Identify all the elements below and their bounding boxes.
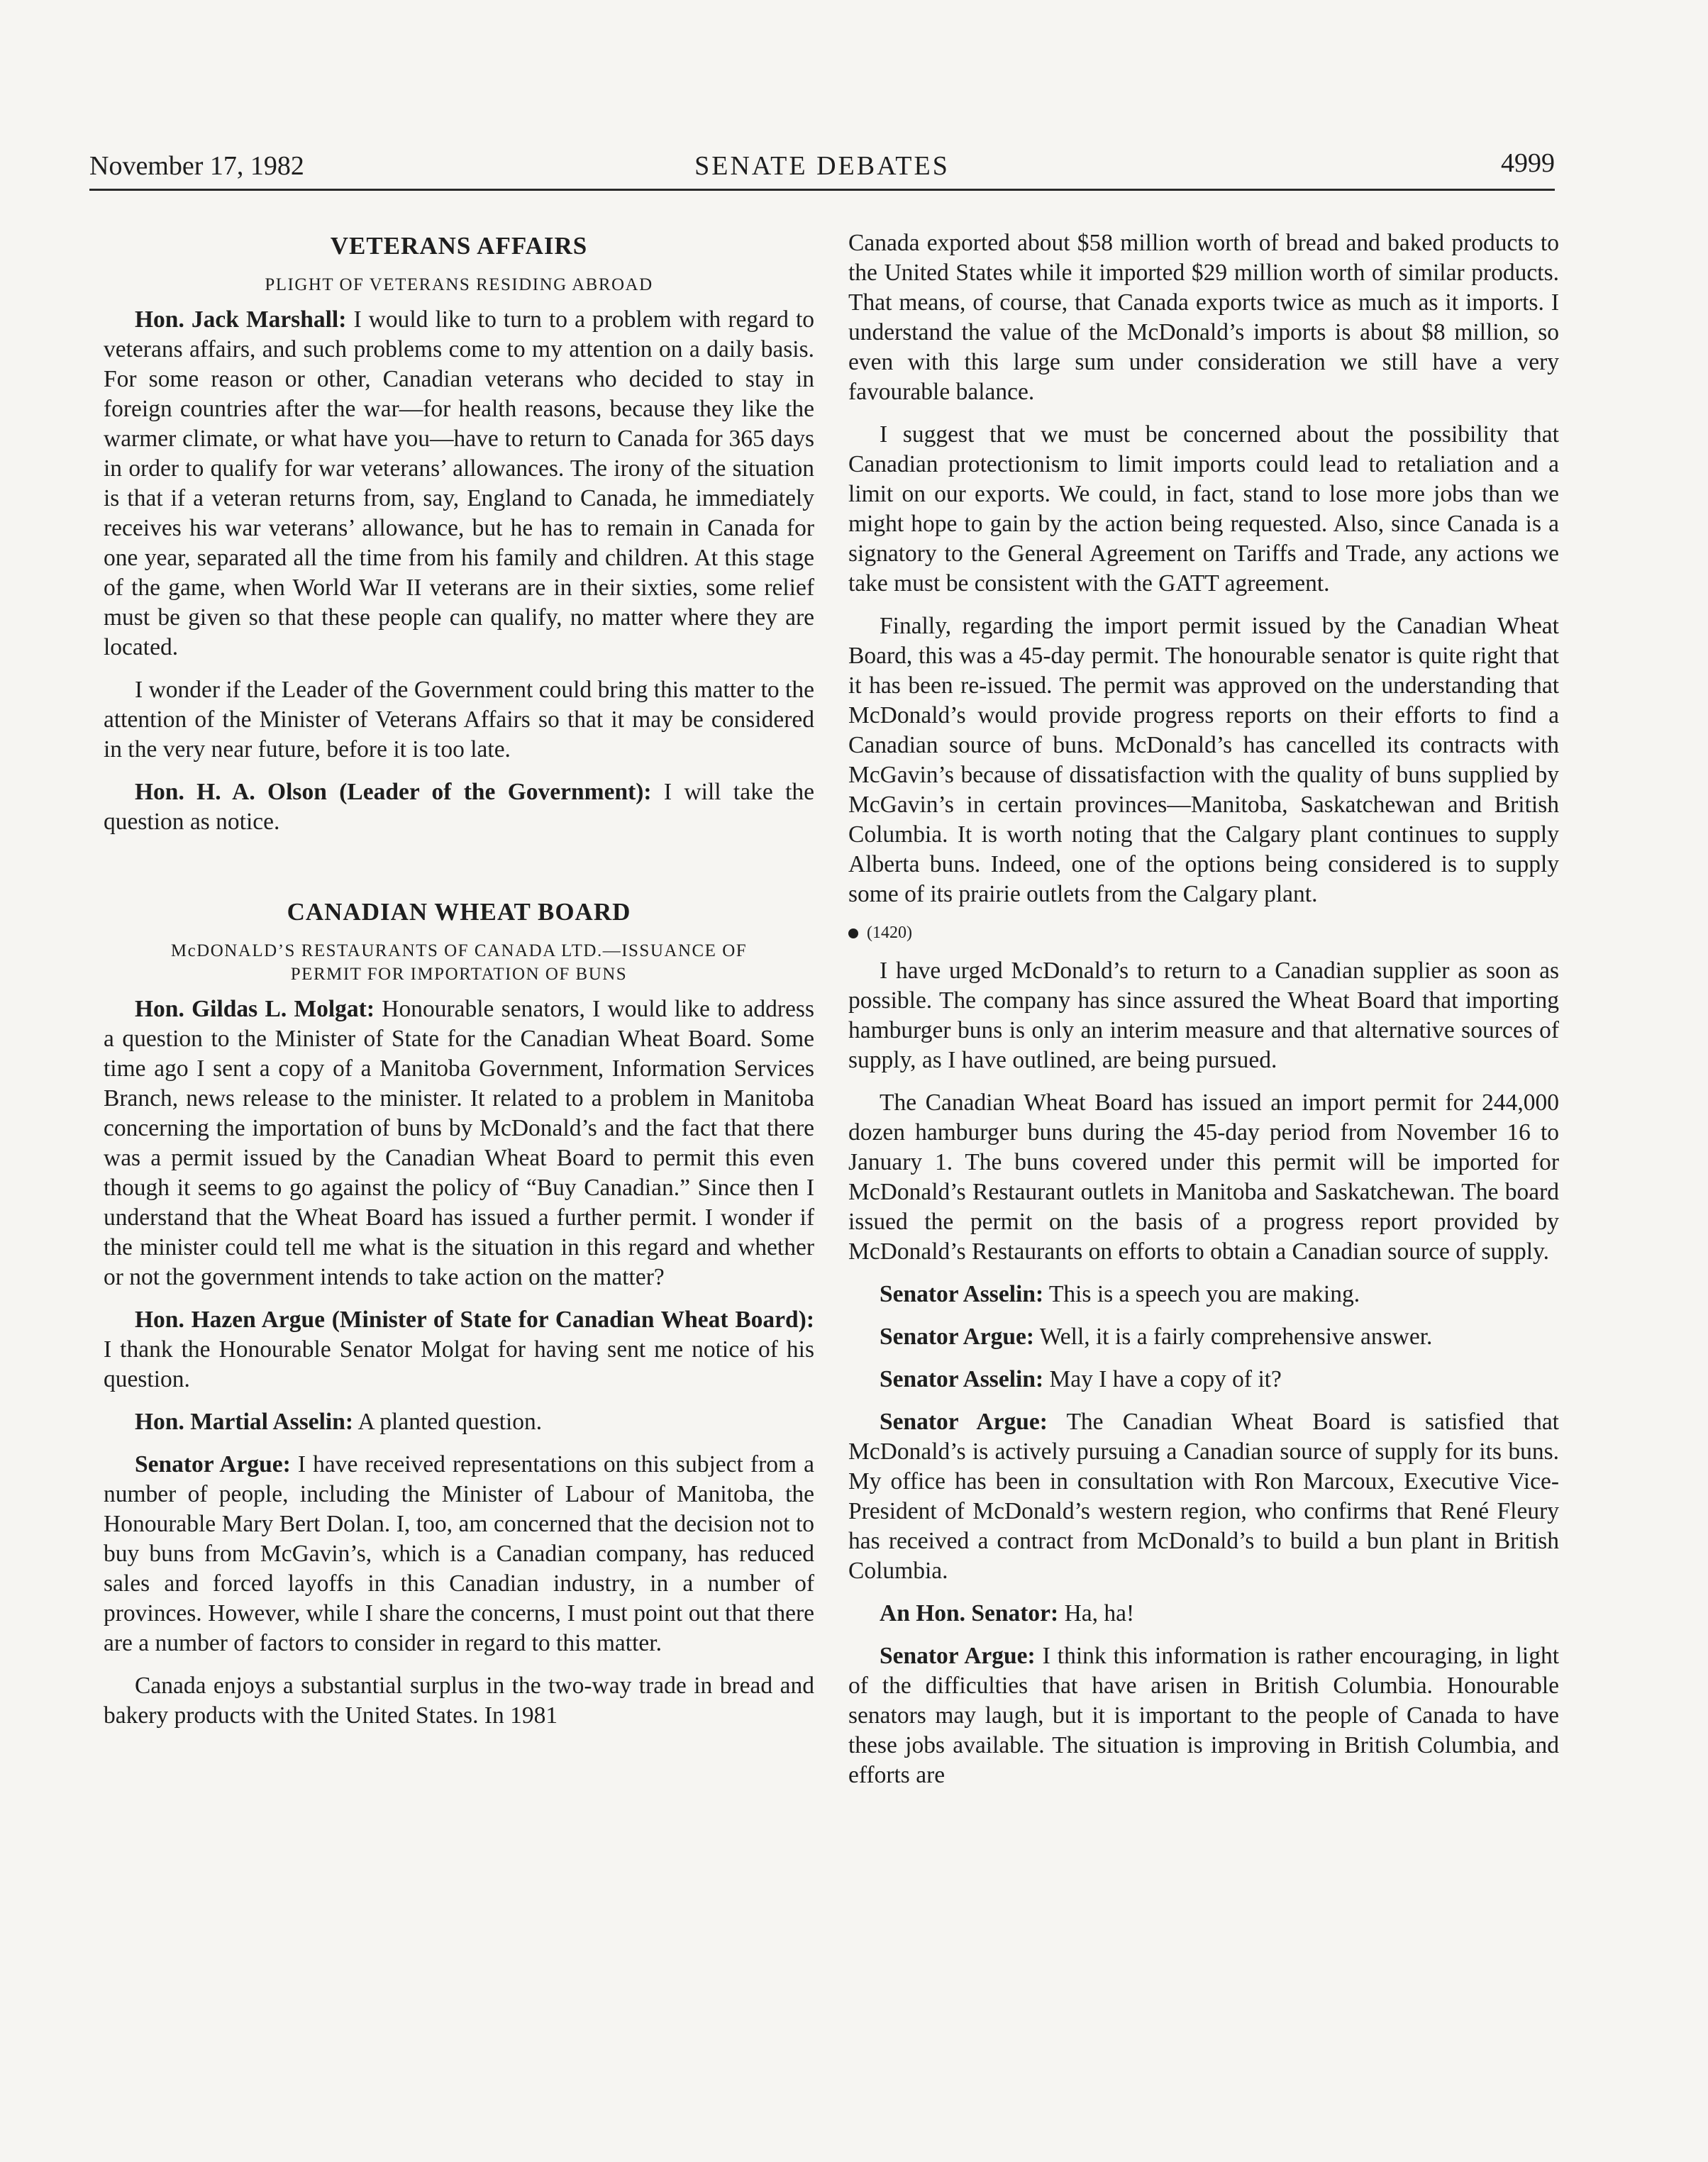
speech-text: The Canadian Wheat Board is satisfied that McDonald’s is actively pursuing a Canadian source of supply for its buns. My office has been in consultation with Ron Marcoux, Executive Vice-President of McDonald’s western region, who confirms that René Fleury has received a contract from McDonald’s to build a bun plant in British Columbia. xyxy=(848,1409,1559,1584)
speaker-name: Senator Argue: xyxy=(880,1643,1036,1669)
speaker-name: Hon. Martial Asselin: xyxy=(135,1409,354,1435)
paragraph xyxy=(104,305,814,663)
speech-text: I have received representations on this subject from a number of people, including the Minister of Labour of Manitoba, the Honourable Mary Bert Dolan. I, too, am concerned that the decision not to buy buns from McGavin’s, which is a Canadian company, has reduced sales and forced layoffs in this Canadian industry, in a number of provinces. However, while I share the concerns, I must point out that there are a number of factors to consider in regard to this matter. xyxy=(104,1451,814,1656)
speaker-name: Hon. Hazen Argue (Minister of State for Canadian Wheat Board): xyxy=(135,1307,814,1333)
section-gap xyxy=(104,850,814,897)
paragraph: I wonder if the Leader of the Government could bring this matter to the attention of the Minister of Veterans Affairs so that it may be considered in the very near future, before it is too late. xyxy=(104,677,814,763)
paragraph xyxy=(848,1365,1559,1395)
paragraph xyxy=(104,1407,814,1437)
speech-text: Ha, ha! xyxy=(1064,1600,1135,1626)
speech-text: May I have a copy of it? xyxy=(1049,1366,1282,1392)
paragraph xyxy=(104,1305,814,1395)
speaker-name: Senator Argue: xyxy=(880,1409,1048,1435)
speech-text: Well, it is a fairly comprehensive answer. xyxy=(1039,1324,1433,1350)
paragraph: The Canadian Wheat Board has issued an import permit for 244,000 dozen hamburger buns during the 45-day period from November 16 to January 1. The buns covered under this permit will be imported for McDonald’s Restaurant outlets in Manitoba and Saskatchewan. The board issued the permit on the basis of a progress report provided by McDonald’s Restaurants on efforts to obtain a Canadian source of supply. xyxy=(848,1090,1559,1265)
page-number: 4999 xyxy=(1501,148,1555,178)
paragraph xyxy=(848,1641,1559,1790)
speech-text: I think this information is rather encouraging, in light of the difficulties that have arisen in British Columbia. Honourable senators may laugh, but it is important to the people of Canada to have these jobs available. The situation is improving in British Columbia, and efforts are xyxy=(848,1643,1560,1788)
speech-text: Honourable senators, I would like to address a question to the Minister of State for the Canadian Wheat Board. Some time ago I sent a copy of a Manitoba Government, Information Services Branch, news release to the minister. It related to a problem in Manitoba concerning the importation of buns by McDonald’s and the fact that there was a permit issued by the Canadian Wheat Board to permit this even though it seems to go against the policy of “Buy Canadian.” Since then I understand that the Wheat Board has issued a further permit. I wonder if the minister could tell me what is the situation in this regard and whether or not the government intends to take action on the matter? xyxy=(104,996,814,1290)
paragraph xyxy=(104,994,814,1292)
paragraph xyxy=(848,1280,1559,1309)
speaker-name: Senator Asselin: xyxy=(880,1281,1044,1307)
page-header xyxy=(89,146,1555,191)
paragraph xyxy=(104,777,814,837)
paragraph: Canada enjoys a substantial surplus in the two-way trade in bread and bakery products with the United States. In 1981 xyxy=(104,1673,814,1729)
speaker-name: Senator Argue: xyxy=(880,1324,1035,1350)
speaker-name: Senator Argue: xyxy=(135,1451,291,1478)
section-subtitle-mcdonalds-line2: PERMIT FOR IMPORTATION OF BUNS xyxy=(290,965,628,984)
paragraph: Canada exported about $58 million worth of bread and baked products to the United States while it imported $29 million worth of similar products. That means, of course, that Canada exports twice as much as it imports. I understand the value of the McDonald’s imports is about $8 million, so even with this large sum under consideration we still have a very favourable balance. xyxy=(848,230,1559,405)
left-column xyxy=(104,231,814,1744)
section-subtitle-mcdonalds-line1: McDONALD’S RESTAURANTS OF CANADA LTD.—ISSUANCE OF xyxy=(170,941,748,960)
paragraph xyxy=(848,1322,1559,1352)
header-date: November 17, 1982 xyxy=(89,151,304,181)
section-subtitle-plight: PLIGHT OF VETERANS RESIDING ABROAD xyxy=(265,275,653,294)
paragraph xyxy=(848,1407,1559,1586)
speaker-name: Hon. H. A. Olson (Leader of the Government): xyxy=(135,779,652,805)
paragraph: I have urged McDonald’s to return to a Canadian supplier as soon as possible. The company has since assured the Wheat Board that importing hamburger buns is only an interim measure and that alternative sources of supply, as I have outlined, are being pursued. xyxy=(848,958,1559,1073)
speech-text: I would like to turn to a problem with regard to veterans affairs, and such problems come to my attention on a daily basis. For some reason or other, Canadian veterans who decided to stay in foreign countries after the war—for health reasons, because they like the warmer climate, or what have you—have to return to Canada for 365 days in order to qualify for war veterans’ allowances. The irony of the situation is that if a veteran returns from, say, England to Canada, he immediately receives his war veterans’ allowance, but he has to remain in Canada for one year, separated all the time from his family and children. At this stage of the game, when World War II veterans are in their sixties, some relief must be given so that these people can qualify, no matter where they are located. xyxy=(104,306,815,660)
paragraph xyxy=(848,1599,1559,1629)
section-title-canadian-wheat-board: CANADIAN WHEAT BOARD xyxy=(287,898,631,926)
right-column xyxy=(848,228,1559,1803)
bullet-icon xyxy=(848,928,858,938)
speaker-name: Hon. Jack Marshall: xyxy=(135,306,347,333)
speech-text: I will take the question as notice. xyxy=(104,779,815,835)
speech-text: A planted question. xyxy=(357,1409,543,1435)
time-marker xyxy=(848,922,1559,943)
header-title: SENATE DEBATES xyxy=(694,151,950,181)
section-title-veterans-affairs: VETERANS AFFAIRS xyxy=(330,232,588,260)
speaker-name: Senator Asselin: xyxy=(880,1366,1044,1392)
speaker-name: An Hon. Senator: xyxy=(880,1600,1059,1626)
paragraph xyxy=(104,1450,814,1658)
paragraph: I suggest that we must be concerned about the possibility that Canadian protectionism to limit imports could lead to retaliation and a limit on our exports. We could, in fact, stand to lose more jobs than we might hope to gain by the action being requested. Also, since Canada is a signatory to the General Agreement on Tariffs and Trade, any actions we take must be consistent with the GATT agreement. xyxy=(848,421,1559,597)
time-marker-text: (1420) xyxy=(867,924,912,942)
speech-text: This is a speech you are making. xyxy=(1048,1281,1360,1307)
speech-text: I thank the Honourable Senator Molgat for having sent me notice of his question. xyxy=(104,1336,814,1392)
speaker-name: Hon. Gildas L. Molgat: xyxy=(135,996,375,1022)
paragraph: Finally, regarding the import permit issued by the Canadian Wheat Board, this was a 45-day permit. The honourable senator is quite right that it has been re-issued. The permit was approved on the understanding that McDonald’s would provide progress reports on their efforts to find a Canadian source of buns. McDonald’s has cancelled its contracts with McGavin’s because of dissatisfaction with the quality of buns supplied by McGavin’s in certain provinces—Manitoba, Saskatchewan and British Columbia. It is worth noting that the Calgary plant continues to supply Alberta buns. Indeed, one of the options being considered is to supply some of its prairie outlets from the Calgary plant. xyxy=(848,613,1559,907)
